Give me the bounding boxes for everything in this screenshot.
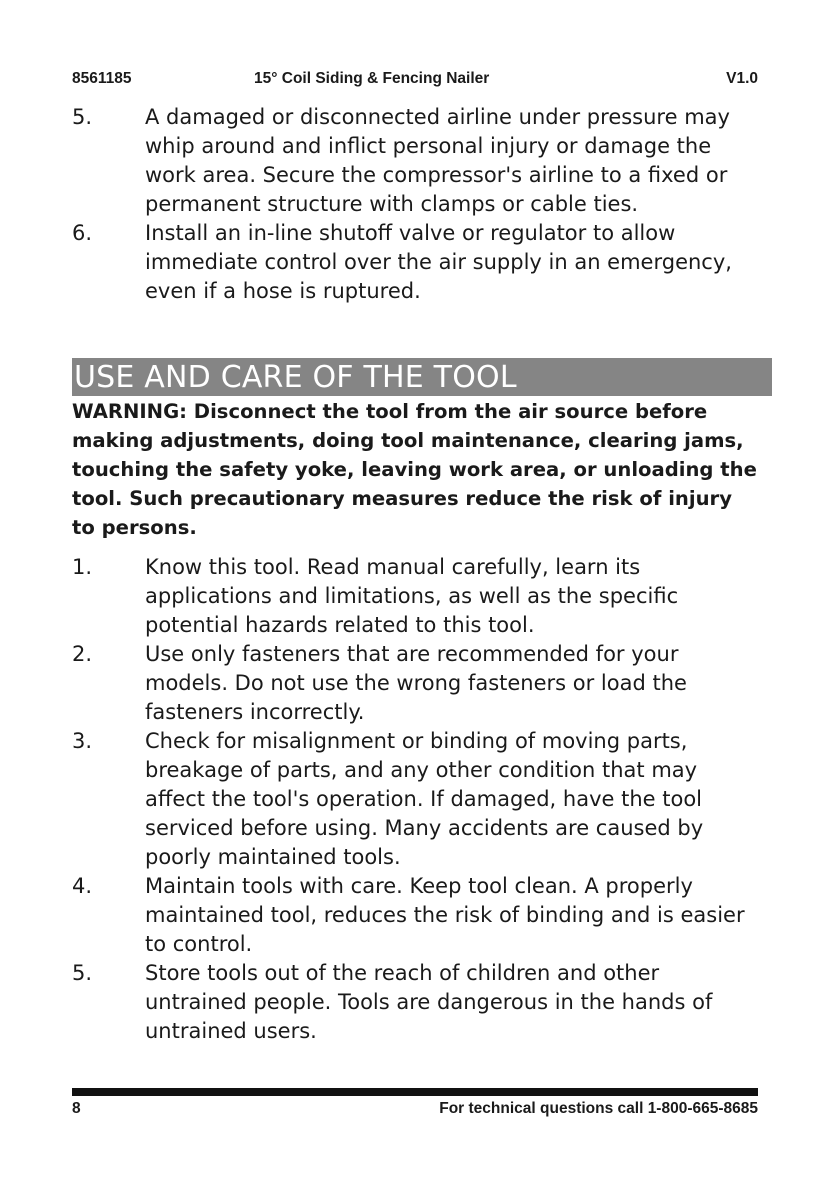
- model-number: 8561185: [72, 70, 132, 87]
- section-heading: USE AND CARE OF THE TOOL: [72, 358, 772, 396]
- list-item-number: 3.: [72, 729, 93, 753]
- use-and-care-list: [72, 553, 758, 1046]
- list-item: [72, 553, 758, 640]
- list-item: [72, 727, 758, 872]
- list-item-text: Know this tool. Read manual carefully, learn its applications and limitations, as well as the specific potential hazards related to this tool.: [145, 555, 679, 637]
- list-item-number: 5.: [72, 105, 93, 129]
- list-item-text: Check for misalignment or binding of moving parts, breakage of parts, and any other condition that may affect the tool's operation. If damaged, have the tool serviced before using. Many accidents are caused by poorly maintained tools.: [145, 729, 704, 869]
- list-item-number: 6.: [72, 221, 93, 245]
- list-item-text: Store tools out of the reach of children and other untrained people. Tools are dangerous in the hands of untrained users.: [145, 961, 713, 1043]
- list-item-text: Install an in-line shutoff valve or regulator to allow immediate control over the air supply in an emergency, even if a hose is ruptured.: [145, 221, 732, 303]
- list-item-number: 4.: [72, 874, 93, 898]
- manual-page: [72, 0, 758, 1191]
- list-item-number: 1.: [72, 555, 93, 579]
- footer-divider: [72, 1088, 758, 1096]
- page-number: 8: [72, 1100, 81, 1117]
- list-item-number: 5.: [72, 961, 93, 985]
- product-title: 15° Coil Siding & Fencing Nailer: [254, 70, 490, 87]
- warning-text: WARNING: Disconnect the tool from the air source before making adjustments, doing tool maintenance, clearing jams, touching the safety yoke, leaving work area, or unloading the tool. Such precautionary measures reduce the risk of injury to persons.: [72, 400, 757, 539]
- version-label: V1.0: [726, 70, 758, 87]
- page-footer: [72, 1100, 758, 1122]
- safety-list-continued: [72, 103, 758, 306]
- support-phone-text: For technical questions call 1-800-665-8685: [439, 1100, 758, 1117]
- list-item: [72, 640, 758, 727]
- list-item-text: Use only fasteners that are recommended for your models. Do not use the wrong fasteners or load the fasteners incorrectly.: [145, 642, 687, 724]
- list-item: [72, 959, 758, 1046]
- page-header: [72, 70, 758, 92]
- list-item-text: A damaged or disconnected airline under pressure may whip around and inflict personal injury or damage the work area. Secure the compressor's airline to a fixed or permanent structure with clamps or cable ties.: [145, 105, 730, 216]
- list-item: [72, 872, 758, 959]
- list-item: [72, 103, 758, 219]
- list-item: [72, 219, 758, 306]
- list-item-text: Maintain tools with care. Keep tool clean. A properly maintained tool, reduces the risk of binding and is easier to control.: [145, 874, 745, 956]
- list-item-number: 2.: [72, 642, 93, 666]
